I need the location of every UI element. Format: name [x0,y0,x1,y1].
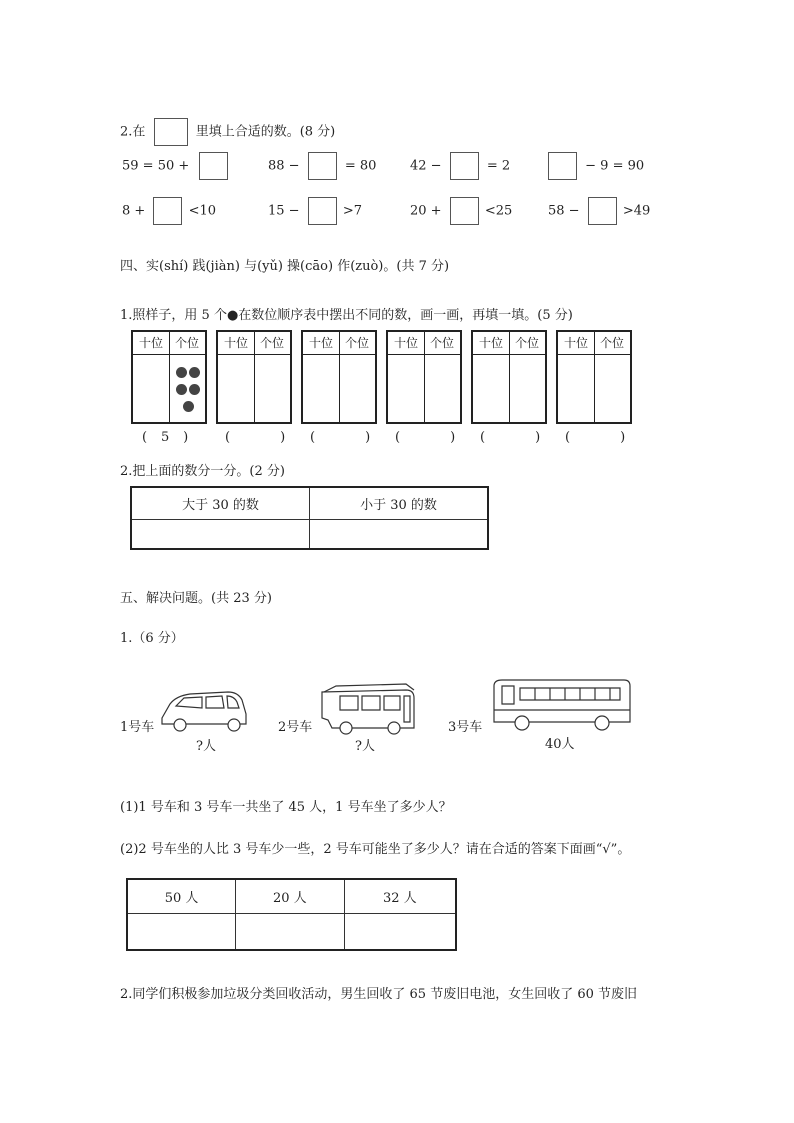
answer-box[interactable] [308,197,337,225]
eq-8 [548,197,650,225]
ones-header: 个位 [599,336,624,350]
bead [176,384,187,395]
place-value-chart-5[interactable] [471,330,547,424]
eq-1 [122,152,228,180]
answer-6[interactable]: ( ) [565,430,626,445]
bead [189,384,200,395]
q2-suffix: 里填上合适的数。(8 分) [195,124,336,140]
place-value-chart-4[interactable] [386,330,462,424]
choice-table [126,878,457,951]
car-1-people: ?人 [196,739,216,754]
choice-32: 32 人 [344,879,456,913]
bead [183,401,194,412]
eq-2 [268,152,376,180]
answer-2[interactable]: ( ) [225,430,286,445]
header-less-than-30: 小于 30 的数 [310,487,489,519]
place-value-chart-6[interactable] [556,330,632,424]
sub-question-1: (1)1 号车和 3 号车一共坐了 45 人，1 号车坐了多少人？ [120,800,452,815]
classify-table [130,486,489,550]
section-4-title: 四、实(shí) 践(jiàn) 与(yǔ) 操(cāo) 作(zuò)。(共 7 分) [120,259,450,274]
answer-box[interactable] [588,197,617,225]
eq-7 [410,197,512,225]
choice-20: 20 人 [236,879,345,913]
ones-header: 个位 [174,336,199,350]
car-3-people: 40人 [545,737,575,752]
sec5-q2: 2.同学们积极参加垃圾分类回收活动，男生回收了 65 节废旧电池，女生回收了 60 节废旧 [120,987,638,1002]
bead [189,367,200,378]
eq-3-left: 42 − [410,158,442,174]
ones-header: 个位 [344,336,369,350]
sec5-q1-label: 1.（6 分） [120,631,184,646]
check-cell-20[interactable] [236,913,345,950]
eq-8-left: 58 − [548,203,580,219]
cell-greater[interactable] [131,519,310,549]
eq-5-left: 8 + [122,203,146,219]
tens-header: 十位 [393,336,418,350]
eq-2-right: = 80 [344,158,377,174]
eq-7-right: <25 [484,203,513,219]
answer-box[interactable] [450,197,479,225]
answer-3[interactable]: ( ) [310,430,371,445]
car-2-people: ?人 [355,739,375,754]
tens-header: 十位 [138,336,163,350]
ones-header: 个位 [429,336,454,350]
tens-header: 十位 [563,336,588,350]
eq-6-left: 15 − [268,203,300,219]
eq-5 [122,197,216,225]
place-value-chart-3[interactable] [301,330,377,424]
eq-6-right: >7 [342,203,363,219]
ones-header: 个位 [259,336,284,350]
place-value-chart-2[interactable] [216,330,292,424]
choice-50: 50 人 [127,879,236,913]
answer-box[interactable] [199,152,228,180]
bead [176,367,187,378]
answer-5[interactable]: ( ) [480,430,541,445]
q2-prefix: 2.在 [120,124,146,140]
car-3-label: 3号车 [448,720,483,735]
section-5-title: 五、解决问题。(共 23 分) [120,591,272,606]
answer-box[interactable] [153,197,182,225]
eq-3 [410,152,510,180]
cell-less[interactable] [310,519,489,549]
car-1-image [162,692,246,731]
car-2-image [322,684,414,734]
eq-2-left: 88 − [268,158,300,174]
tens-header: 十位 [308,336,333,350]
header-greater-than-30: 大于 30 的数 [131,487,310,519]
eq-8-right: >49 [622,203,651,219]
car-3-image [494,680,630,730]
check-cell-50[interactable] [127,913,236,950]
eq-4 [548,152,644,180]
check-cell-32[interactable] [344,913,456,950]
sub-question-2: (2)2 号车坐的人比 3 号车少一些，2 号车可能坐了多少人？请在合适的答案下面画“√”。 [120,842,631,857]
answer-1: ( 5 ) [142,430,189,445]
answer-box[interactable] [308,152,337,180]
eq-1-left: 59 = 50 + [122,158,190,174]
eq-7-left: 20 + [410,203,442,219]
car-1-label: 1号车 [120,720,155,735]
sec4-q1: 1.照样子，用 5 个●在数位顺序表中摆出不同的数，画一画，再填一填。(5 分) [120,308,573,323]
eq-6 [268,197,362,225]
tens-header: 十位 [478,336,503,350]
answer-4[interactable]: ( ) [395,430,456,445]
answer-box[interactable] [548,152,577,180]
answer-box[interactable] [450,152,479,180]
place-value-chart-1 [131,330,207,424]
eq-5-right: <10 [188,203,217,219]
eq-4-right: − 9 = 90 [585,158,645,174]
eq-3-right: = 2 [486,158,511,174]
car-2-label: 2号车 [278,720,313,735]
sample-box [154,118,188,146]
tens-header: 十位 [223,336,248,350]
ones-header: 个位 [514,336,539,350]
q2-instruction [120,118,335,146]
sec4-q2: 2.把上面的数分一分。(2 分) [120,464,285,479]
